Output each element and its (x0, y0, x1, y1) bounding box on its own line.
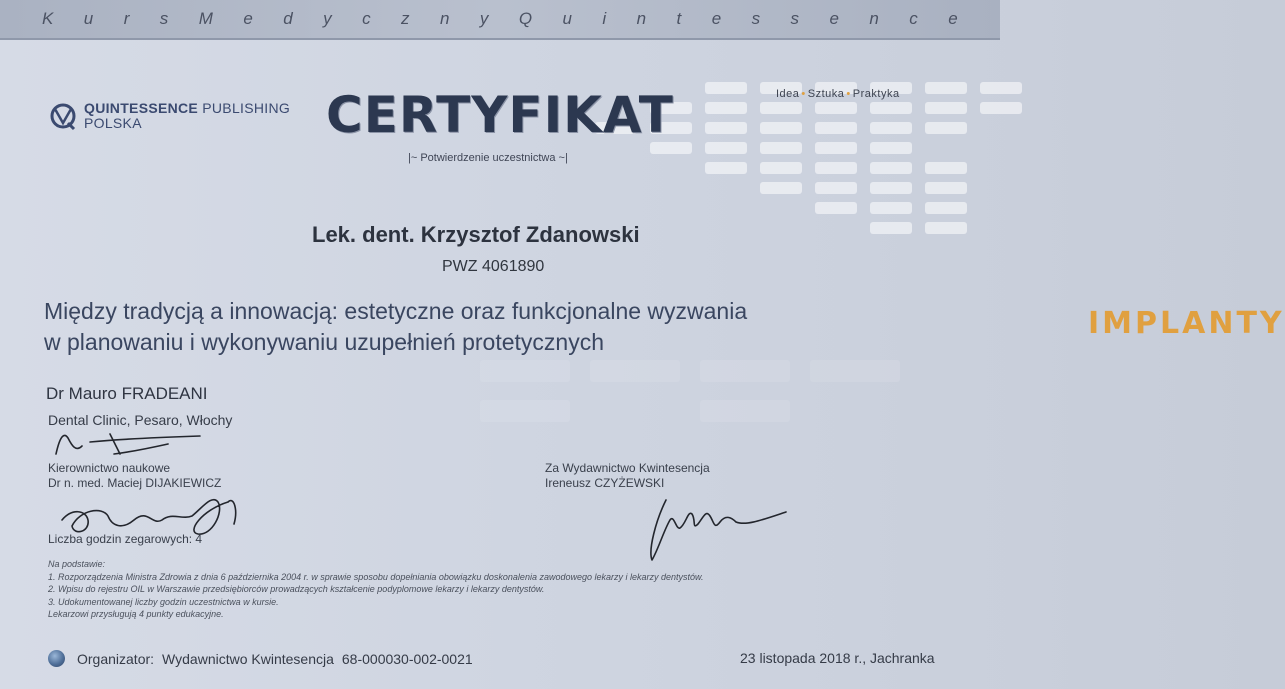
publisher-rep-name: Ireneusz CZYŻEWSKI (545, 476, 665, 490)
grid-bar (925, 162, 967, 174)
band-letter: i (602, 9, 607, 28)
band-letter: c (362, 9, 371, 28)
band-letter: z (401, 9, 410, 28)
implanty-name: IMPLANTY (1088, 306, 1285, 341)
grid-bar (870, 102, 912, 114)
scientific-direction-label: Kierownictwo naukowe (48, 461, 171, 475)
band-letter: s (790, 9, 800, 28)
grid-bar (925, 202, 967, 214)
band-letter: e (711, 9, 722, 28)
grid-bar (760, 162, 802, 174)
band-letter: r (123, 9, 130, 28)
quintessence-logo (48, 101, 290, 131)
grid-bar (870, 142, 912, 154)
date-place: 23 listopada 2018 r., Jachranka (740, 650, 935, 666)
organizer-line (48, 650, 473, 667)
band-letter: Q (518, 9, 533, 28)
course-band-letters (0, 9, 1000, 29)
decorative-block (590, 360, 680, 382)
grid-bar (815, 102, 857, 114)
grid-bar (980, 82, 1022, 94)
grid-bar (760, 122, 802, 134)
grid-bar (925, 182, 967, 194)
grid-bar (980, 102, 1022, 114)
top-band (0, 0, 1000, 40)
education-points: Lekarzowi przysługują 4 punkty edukacyjne. (48, 609, 224, 619)
lecturer-name: Dr Mauro FRADEANI (46, 384, 208, 403)
publisher-rep-label: Za Wydawnictwo Kwintesencja (545, 461, 710, 475)
tagline-word: Praktyka (852, 88, 900, 100)
course-title-line1: Między tradycją a innowacją: estetyczne oraz funkcjonalne wyzwania (44, 298, 748, 324)
participant-pwz: PWZ 4061890 (442, 258, 545, 275)
grid-bar (925, 122, 967, 134)
lecturer-clinic: Dental Clinic, Pesaro, Włochy (48, 412, 233, 428)
organizer-code: 68-000030-002-0021 (341, 650, 473, 667)
decorative-block (480, 360, 570, 382)
band-letter: n (636, 9, 647, 28)
organizer-label: Organizator: (77, 650, 155, 667)
band-letter: M (198, 9, 213, 28)
course-title-line2: w planowaniu i wykonywaniu uzupełnień protetycznych (44, 329, 604, 355)
tagline-dot: • (801, 88, 806, 100)
grid-bar (815, 142, 857, 154)
scientific-direction-name: Dr n. med. Maciej DIJAKIEWICZ (48, 476, 222, 490)
grid-bar (760, 142, 802, 154)
legal-basis-item: 3. Udokumentowanej liczby godzin uczestnictwa w kursie. (48, 596, 279, 607)
tagline-dot: • (846, 88, 851, 100)
band-letter: t (676, 9, 682, 28)
band-letter: e (948, 9, 958, 28)
legal-basis (48, 558, 704, 621)
band-letter: c (909, 9, 918, 28)
tagline-word: Sztuka (807, 88, 845, 100)
band-letter: K (42, 9, 54, 28)
decorative-block (700, 400, 790, 422)
grid-bar (815, 122, 857, 134)
grid-bar (705, 102, 747, 114)
grid-bar (925, 82, 967, 94)
band-letter: n (439, 9, 450, 28)
band-letter: y (479, 9, 489, 28)
certificate-subtitle: |~ Potwierdzenie uczestnictwa ~| (408, 152, 568, 164)
legal-basis-item: 2. Wpisu do rejestru OIL w Warszawie przedsiębiorców prowadzących kształcenie podyplomowe lekarzy i lekarzy dentystów. (48, 584, 545, 594)
band-letter: s (159, 9, 169, 28)
grid-bar (870, 222, 912, 234)
grid-bar (870, 202, 912, 214)
legal-basis-item: 1. Rozporządzenia Ministra Zdrowia z dnia 6 października 2004 r. w sprawie sposobu dopełniania obowiązku doskonalenia zawodowego lekarzy i lekarzy dentystów. (48, 571, 704, 582)
logo-line1-rest: PUBLISHING (198, 100, 291, 116)
grid-bar (705, 122, 747, 134)
grid-bar (705, 162, 747, 174)
band-letter: e (829, 9, 839, 28)
implanty-logo (776, 84, 1285, 341)
decorative-block (700, 360, 790, 382)
band-letter: u (83, 9, 94, 28)
grid-bar (815, 202, 857, 214)
grid-bar (705, 82, 747, 94)
decorative-block (480, 400, 570, 422)
grid-bar (705, 142, 747, 154)
participant-name: Lek. dent. Krzysztof Zdanowski (312, 222, 640, 247)
course-title (44, 296, 747, 358)
decorative-block (810, 360, 900, 382)
logo-line2: POLSKA (84, 115, 142, 131)
hours-count: Liczba godzin zegarowych: 4 (48, 532, 203, 546)
organizer-name: Wydawnictwo Kwintesencja (162, 650, 334, 667)
band-letter: s (751, 9, 761, 28)
band-letter: y (323, 9, 332, 28)
implanty-tagline (776, 88, 900, 100)
legal-basis-heading: Na podstawie: (48, 559, 106, 569)
band-letter: u (562, 9, 572, 28)
grid-bar (870, 122, 912, 134)
grid-bar (760, 102, 802, 114)
band-letter: d (283, 9, 293, 28)
tagline-word: Idea (776, 88, 800, 100)
certificate-title: CERTYFIKAT (326, 86, 674, 144)
lecturer-signature (50, 424, 220, 464)
grid-bar (925, 222, 967, 234)
globe-icon (48, 650, 65, 667)
logo-line1-bold: QUINTESSENCE (84, 100, 199, 116)
grid-bar (870, 182, 912, 194)
grid-bar (815, 162, 857, 174)
grid-bar (760, 182, 802, 194)
band-letter: n (869, 9, 879, 28)
quintessence-q-icon (48, 101, 78, 131)
grid-bar (870, 162, 912, 174)
band-letter: e (243, 9, 253, 28)
grid-bar (925, 102, 967, 114)
grid-bar (815, 182, 857, 194)
